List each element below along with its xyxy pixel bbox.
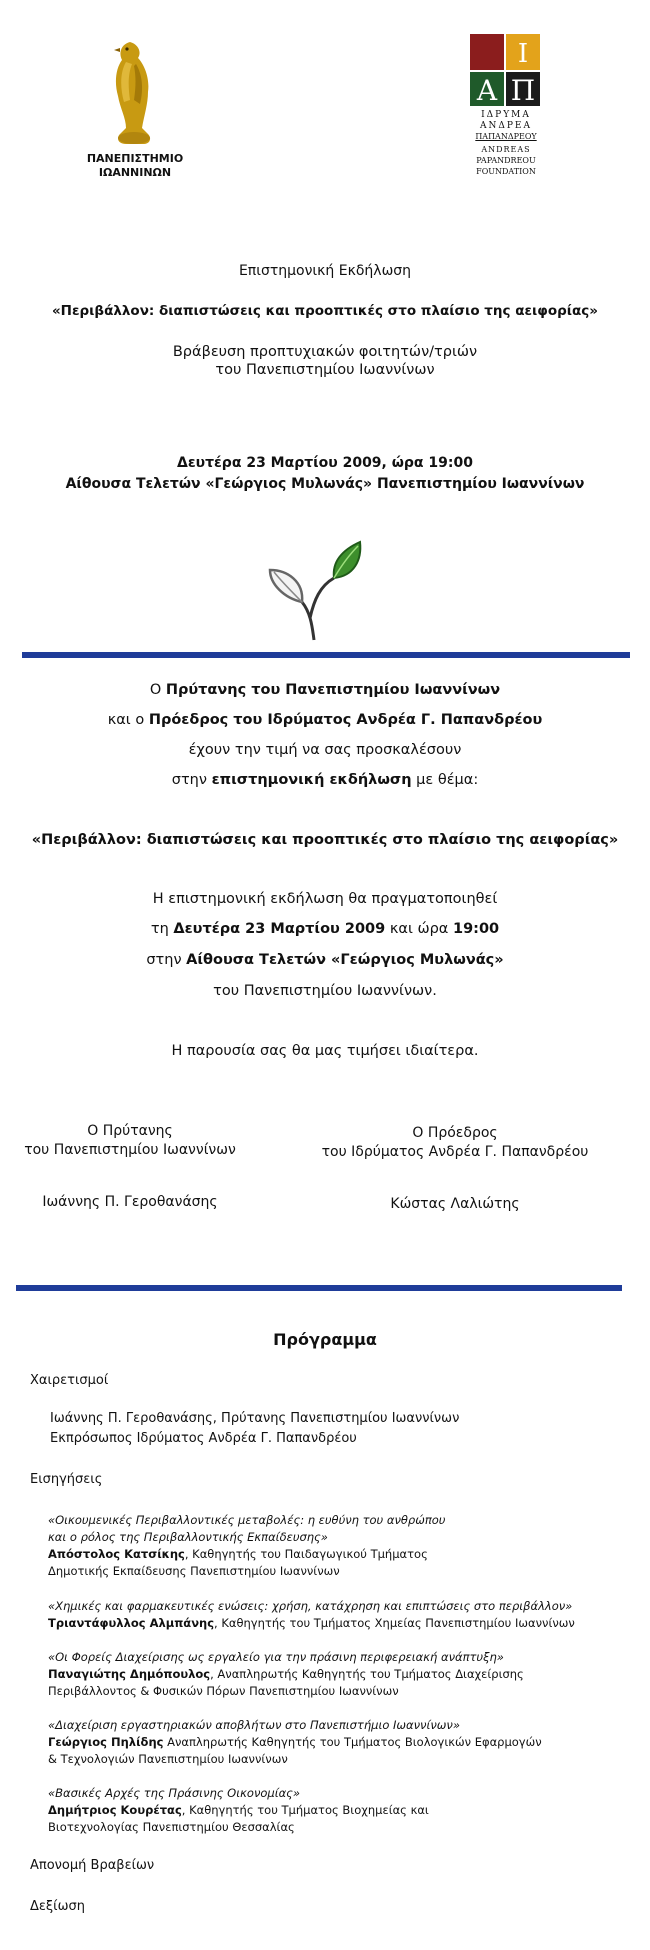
signature-left <box>0 1122 260 1212</box>
greeting-item: Ιωάννης Π. Γεροθανάσης, Πρύτανης Πανεπιστημίου Ιωαννίνων <box>50 1411 460 1426</box>
foundation-monogram-icon <box>468 32 544 106</box>
signature-right-title2: του Ιδρύματος Ανδρέα Γ. Παπανδρέου <box>321 1144 589 1160</box>
signature-right <box>305 1124 605 1214</box>
invitation-line8: στην Αίθουσα Τελετών «Γεώργιος Μυλωνάς» <box>146 952 504 968</box>
signature-left-title1: Ο Πρύτανης <box>87 1123 173 1139</box>
talk-item: «Διαχείριση εργαστηριακών αποβλήτων στο Πανεπιστήμιο Ιωαννίνων» Γεώργιος Πηλίδης Αναπληρωτής Καθηγητής του Τμήματος Βιολογικών Εφαρμογών & Τεχνολογιών Πανεπιστημίου Ιωαννίνων <box>48 1717 628 1768</box>
signature-left-title2: του Πανεπιστημίου Ιωαννίνων <box>24 1142 236 1158</box>
svg-text:Α: Α <box>476 74 498 106</box>
university-name-line1: ΠΑΝΕΠΙΣΤΗΜΙΟ <box>86 152 184 165</box>
foundation-greek-line2: ΑΝΔΡΕΑ <box>480 121 532 131</box>
foundation-en-line3: FOUNDATION <box>476 167 536 176</box>
invitation-line9: του Πανεπιστημίου Ιωαννίνων. <box>213 983 437 999</box>
invitation-line4: στην επιστημονική εκδήλωση με θέμα: <box>171 772 479 788</box>
leaf-icon <box>262 540 372 650</box>
talk-title: και ο ρόλος της Περιβαλλοντικής Εκπαίδευσης» <box>48 1530 328 1544</box>
talk-title: «Χημικές και φαρμακευτικές ενώσεις: χρήση, κατάχρηση και επιπτώσεις στο περιβάλλον» <box>48 1599 573 1613</box>
event-title: «Περιβάλλον: διαπιστώσεις και προοπτικές στο πλαίσιο της αειφορίας» <box>51 303 599 319</box>
talk-speaker: Γεώργιος Πηλίδης <box>48 1735 164 1749</box>
talk-speaker: Δημήτριος Κουρέτας <box>48 1803 182 1817</box>
signature-right-name: Κώστας Λαλιώτης <box>390 1196 520 1212</box>
foundation-en-line2: PAPANDREOU <box>476 156 536 165</box>
award-line1: Βράβευση προπτυχιακών φοιτητών/τριών <box>172 344 478 360</box>
talk-title: «Οικουμενικές Περιβαλλοντικές μεταβολές: η ευθύνη του ανθρώπου <box>48 1513 446 1527</box>
talk-item: «Χημικές και φαρμακευτικές ενώσεις: χρήση, κατάχρηση και επιπτώσεις στο περιβάλλον» Τριαντάφυλλος Αλμπάνης, Καθηγητής του Τμήματος Χημείας Πανεπιστημίου Ιωαννίνων <box>48 1598 638 1632</box>
divider-bottom <box>16 1285 622 1291</box>
talks-label: Εισηγήσεις <box>30 1472 103 1487</box>
svg-text:Ι: Ι <box>517 39 529 69</box>
invitation-line6: Η επιστημονική εκδήλωση θα πραγματοποιηθεί <box>152 891 498 907</box>
divider-top <box>22 652 630 658</box>
talk-item: «Οι Φορείς Διαχείρισης ως εργαλείο για την πράσινη περιφερειακή ανάπτυξη» Παναγιώτης Δημόπουλος, Αναπληρωτής Καθηγητής του Τμήματος Διαχείρισης Περιβάλλοντος & Φυσικών Πόρων Πανεπιστημίου Ιωαννίνων <box>48 1649 628 1700</box>
talk-title: «Διαχείριση εργαστηριακών αποβλήτων στο Πανεπιστήμιο Ιωαννίνων» <box>48 1718 460 1732</box>
award-line2: του Πανεπιστημίου Ιωαννίνων <box>215 362 435 378</box>
talk-speaker: Τριαντάφυλλος Αλμπάνης <box>48 1616 215 1630</box>
invitation-line7: τη Δευτέρα 23 Μαρτίου 2009 και ώρα 19:00 <box>150 921 500 937</box>
program-heading: Πρόγραμμα <box>273 1330 377 1349</box>
reception-label: Δεξίωση <box>30 1899 85 1914</box>
invitation-line1: Ο Πρύτανης του Πανεπιστημίου Ιωαννίνων <box>149 682 501 698</box>
awards-label: Απονομή Βραβείων <box>30 1858 155 1873</box>
svg-text:Π: Π <box>510 74 536 106</box>
greeting-item: Εκπρόσωπος Ιδρύματος Ανδρέα Γ. Παπανδρέου <box>50 1431 357 1446</box>
event-venue: Αίθουσα Τελετών «Γεώργιος Μυλωνάς» Πανεπιστημίου Ιωαννίνων <box>65 476 585 492</box>
invitation-line2: και ο Πρόεδρος του Ιδρύματος Ανδρέα Γ. Παπανδρέου <box>107 712 543 728</box>
talk-title: «Οι Φορείς Διαχείρισης ως εργαλείο για την πράσινη περιφερειακή ανάπτυξη» <box>48 1650 504 1664</box>
talk-title: «Βασικές Αρχές της Πράσινης Οικονομίας» <box>48 1786 301 1800</box>
foundation-logo <box>468 32 548 182</box>
university-logo <box>70 38 200 183</box>
signature-right-title1: Ο Πρόεδρος <box>412 1125 498 1141</box>
university-name-line2: ΙΩΑΝΝΙΝΩΝ <box>98 166 172 179</box>
foundation-greek-line3: ΠΑΠΑΝΔΡΕΟΥ <box>475 132 537 141</box>
talk-speaker: Παναγιώτης Δημόπουλος <box>48 1667 211 1681</box>
talk-speaker: Απόστολος Κατσίκης <box>48 1547 185 1561</box>
event-type: Επιστημονική Εκδήλωση <box>238 263 412 279</box>
talk-item: «Βασικές Αρχές της Πράσινης Οικονομίας» Δημήτριος Κουρέτας, Καθηγητής του Τμήματος Βιοχημείας και Βιοτεχνολογίας Πανεπιστημίου Θεσσαλίας <box>48 1785 628 1836</box>
foundation-greek-line1: ΙΔΡΥΜΑ <box>481 110 531 120</box>
foundation-en-line1: ANDREAS <box>481 145 531 154</box>
invitation-line3: έχουν την τιμή να σας προσκαλέσουν <box>188 742 462 758</box>
eagle-emblem-icon <box>70 38 200 148</box>
invitation-title: «Περιβάλλον: διαπιστώσεις και προοπτικές στο πλαίσιο της αειφορίας» <box>31 832 619 848</box>
talk-item: «Οικουμενικές Περιβαλλοντικές μεταβολές: η ευθύνη του ανθρώπου και ο ρόλος της Περιβαλλοντικής Εκπαίδευσης» Απόστολος Κατσίκης, Καθηγητής του Παιδαγωγικού Τμήματος Δημοτικής Εκπαίδευσης Πανεπιστημίου Ιωαννίνων <box>48 1512 628 1580</box>
invitation-closing: Η παρουσία σας θα μας τιμήσει ιδιαίτερα. <box>171 1043 479 1059</box>
greetings-label: Χαιρετισμοί <box>30 1373 109 1388</box>
signature-left-name: Ιωάννης Π. Γεροθανάσης <box>42 1194 218 1210</box>
event-date: Δευτέρα 23 Μαρτίου 2009, ώρα 19:00 <box>177 455 473 471</box>
